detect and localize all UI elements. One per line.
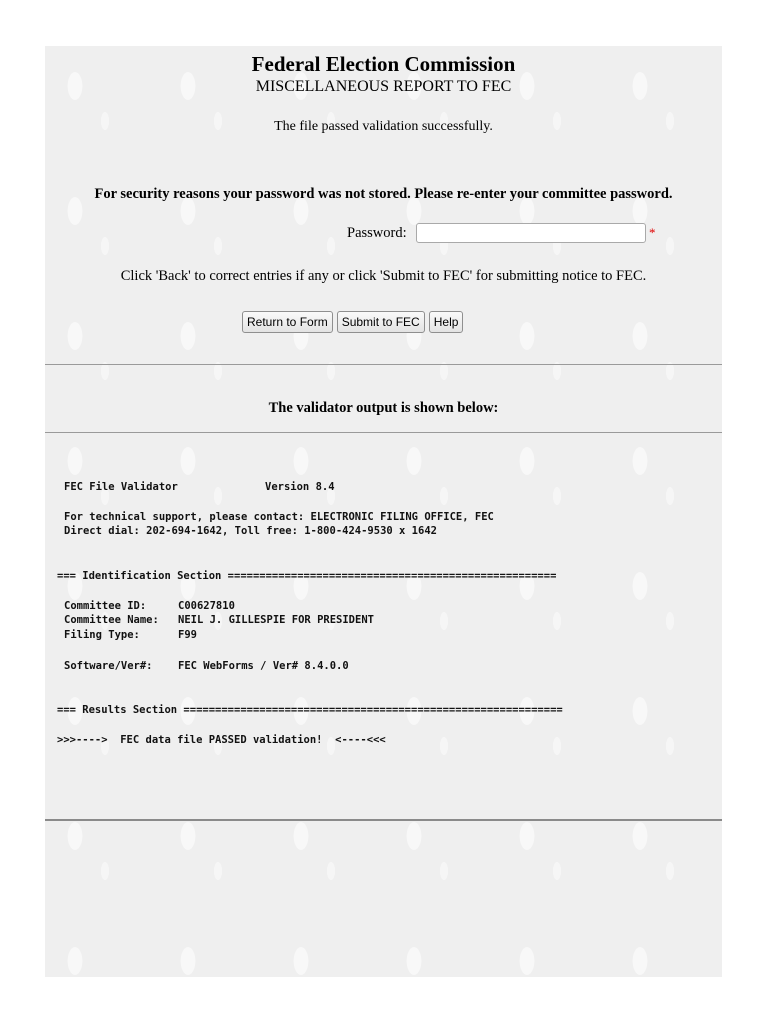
identification-section-header: === Identification Section ====================================================	[57, 570, 557, 582]
software-version-value: FEC WebForms / Ver# 8.4.0.0	[178, 660, 349, 672]
validator-name: FEC File Validator	[64, 481, 178, 493]
page-title: Federal Election Commission	[251, 52, 516, 76]
password-label: Password:	[347, 225, 407, 241]
validation-result: >>>----> FEC data file PASSED validation! <----<<<	[57, 734, 386, 746]
support-contact: For technical support, please contact: ELECTRONIC FILING OFFICE, FEC	[64, 511, 494, 523]
submit-to-fec-button[interactable]: Submit to FEC	[337, 311, 425, 333]
submit-instructions: Click 'Back' to correct entries if any or click 'Submit to FEC' for submitting notice to FEC.	[120, 268, 647, 284]
software-version-label: Software/Ver#:	[64, 660, 153, 672]
security-notice: For security reasons your password was not stored. Please re-enter your committee password.	[94, 186, 673, 202]
required-indicator: *	[649, 225, 656, 240]
divider	[45, 364, 722, 365]
return-to-form-button[interactable]: Return to Form	[242, 311, 333, 333]
committee-name-value: NEIL J. GILLESPIE FOR PRESIDENT	[178, 614, 374, 626]
divider	[45, 819, 722, 821]
filing-type-value: F99	[178, 629, 197, 641]
action-buttons	[242, 311, 463, 333]
support-phone: Direct dial: 202-694-1642, Toll free: 1-800-424-9530 x 1642	[64, 525, 437, 537]
validation-success-message: The file passed validation successfully.	[274, 119, 493, 134]
filing-type-label: Filing Type:	[64, 629, 140, 641]
help-button[interactable]: Help	[429, 311, 464, 333]
results-section-header: === Results Section ============================================================	[57, 704, 563, 716]
committee-name-label: Committee Name:	[64, 614, 159, 626]
report-subtitle: MISCELLANEOUS REPORT TO FEC	[255, 78, 512, 95]
password-input[interactable]	[416, 223, 646, 243]
committee-id-label: Committee ID:	[64, 600, 147, 612]
divider	[45, 432, 722, 433]
page-panel	[45, 46, 722, 977]
validator-output-heading: The validator output is shown below:	[268, 400, 499, 416]
committee-id-value: C00627810	[178, 600, 235, 612]
validator-version: Version 8.4	[265, 481, 335, 493]
